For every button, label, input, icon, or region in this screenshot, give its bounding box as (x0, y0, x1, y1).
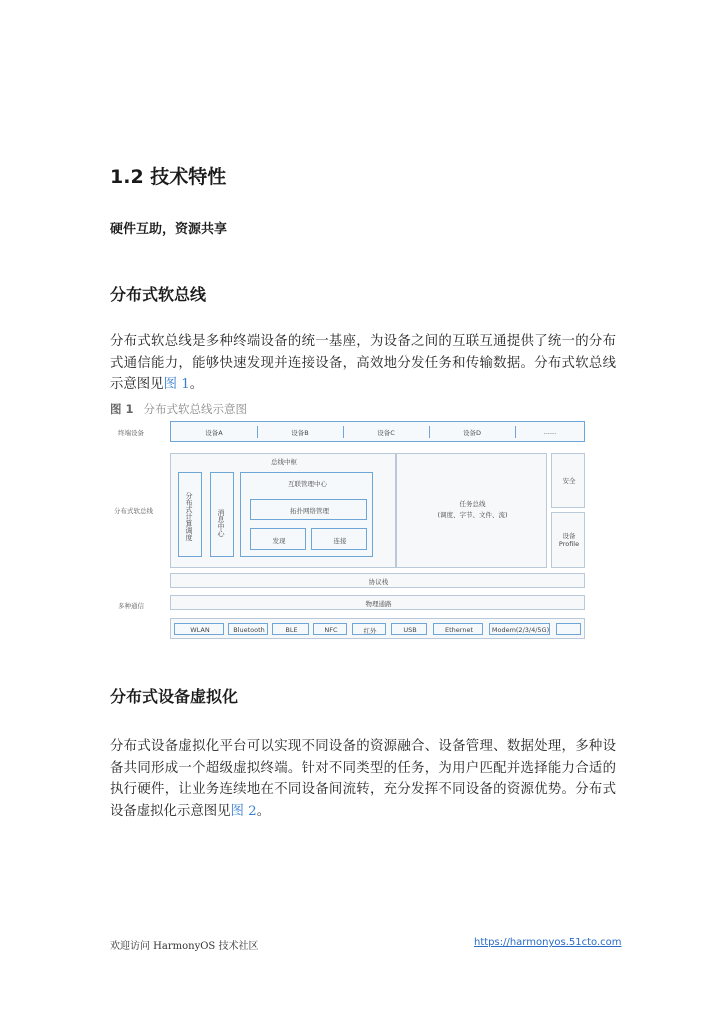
link-empty (556, 623, 581, 635)
figure1-caption-number: 图 1 (110, 402, 134, 416)
softbus-paragraph-end: 。 (189, 377, 204, 392)
footer-link[interactable]: https://harmonyos.51cto.com (474, 937, 622, 948)
link-usb-label: USB (403, 626, 417, 634)
security-label: 安全 (562, 477, 576, 485)
profile-label-2: Profile (558, 540, 580, 548)
softbus-paragraph-text: 分布式软总线是多种终端设备的统一基座，为设备之间的互联互通提供了统一的分布式通信能力，能够快速发现并连接设备，高效地分发任务和传输数据。分布式软总线示意图见 (110, 334, 616, 392)
virtualization-paragraph-end: 。 (256, 803, 271, 819)
section-title: 1.2 技术特性 (110, 166, 227, 188)
link-modem (489, 623, 550, 635)
device-more: ...... (543, 428, 557, 436)
message-center-box (210, 472, 234, 557)
physical-path-box (170, 595, 585, 610)
link-bluetooth-label: Bluetooth (233, 626, 265, 634)
figure2-link[interactable]: 图 2 (230, 803, 257, 819)
message-center-label: 消息中心 (217, 509, 225, 537)
row-label-softbus: 分布式软总线 (114, 507, 153, 515)
footer-welcome: 欢迎访问 HarmonyOS 技术社区 (110, 941, 259, 952)
physical-path-label: 物理通路 (365, 600, 392, 608)
protocol-stack-label: 协议栈 (368, 578, 389, 586)
link-nfc (313, 623, 347, 635)
distributed-scheduling-label: 分布式计算调度 (185, 491, 193, 541)
profile-box (551, 512, 585, 568)
figure1-caption (110, 401, 247, 417)
link-wlan-label: WLAN (190, 626, 210, 634)
link-infrared (352, 623, 386, 635)
link-nfc-label: NFC (324, 626, 338, 634)
link-types-row (170, 618, 585, 639)
topology-box (250, 499, 367, 520)
link-bluetooth (228, 623, 268, 635)
bus-center-label: 总线中枢 (271, 458, 297, 466)
link-ble-label: BLE (285, 626, 298, 634)
discover-label: 发现 (272, 537, 286, 545)
device-b: 设备B (291, 429, 309, 437)
figure1-caption-text: 分布式软总线示意图 (143, 402, 248, 416)
interconnect-center-label: 互联管理中心 (288, 480, 327, 488)
feature-subtitle: 硬件互助，资源共享 (110, 222, 228, 237)
security-box (551, 453, 585, 508)
devices-row (170, 421, 585, 442)
softbus-paragraph (110, 331, 616, 396)
link-wlan (174, 623, 224, 635)
protocol-stack-box (170, 573, 585, 588)
virtualization-heading: 分布式设备虚拟化 (110, 687, 239, 706)
task-bus-box (396, 453, 547, 568)
profile-label-1: 设备 (562, 532, 576, 540)
device-a: 设备A (205, 429, 223, 437)
device-d: 设备D (462, 429, 481, 437)
link-ethernet-label: Ethernet (445, 626, 473, 634)
row-label-devices: 终端设备 (118, 429, 144, 437)
softbus-diagram (110, 418, 590, 643)
connect-label: 连接 (333, 537, 347, 545)
device-c: 设备C (377, 429, 395, 437)
connect-box (311, 528, 367, 550)
task-bus-sub: (调度、字节、文件、流) (437, 511, 508, 519)
virtualization-paragraph (110, 736, 616, 822)
row-label-link: 多种通信 (118, 602, 144, 610)
link-usb (391, 623, 427, 635)
figure1-link[interactable]: 图 1 (163, 377, 190, 392)
link-ethernet (433, 623, 483, 635)
link-infrared-label: 红外 (363, 627, 377, 635)
virtualization-paragraph-text: 分布式设备虚拟化平台可以实现不同设备的资源融合、设备管理、数据处理，多种设备共同形成一个超级虚拟终端。针对不同类型的任务，为用户匹配并选择能力合适的执行硬件，让业务连续地在不同设备间流转，充分发挥不同设备的资源优势。分布式设备虚拟化示意图见 (110, 739, 616, 819)
link-modem-label: Modem(2/3/4/5G) (491, 626, 550, 634)
topology-label: 拓扑网络管理 (290, 507, 329, 515)
task-bus-label: 任务总线 (459, 500, 486, 508)
softbus-heading: 分布式软总线 (110, 285, 207, 304)
distributed-scheduling-box (178, 472, 202, 557)
discover-box (250, 528, 306, 550)
link-ble (272, 623, 309, 635)
